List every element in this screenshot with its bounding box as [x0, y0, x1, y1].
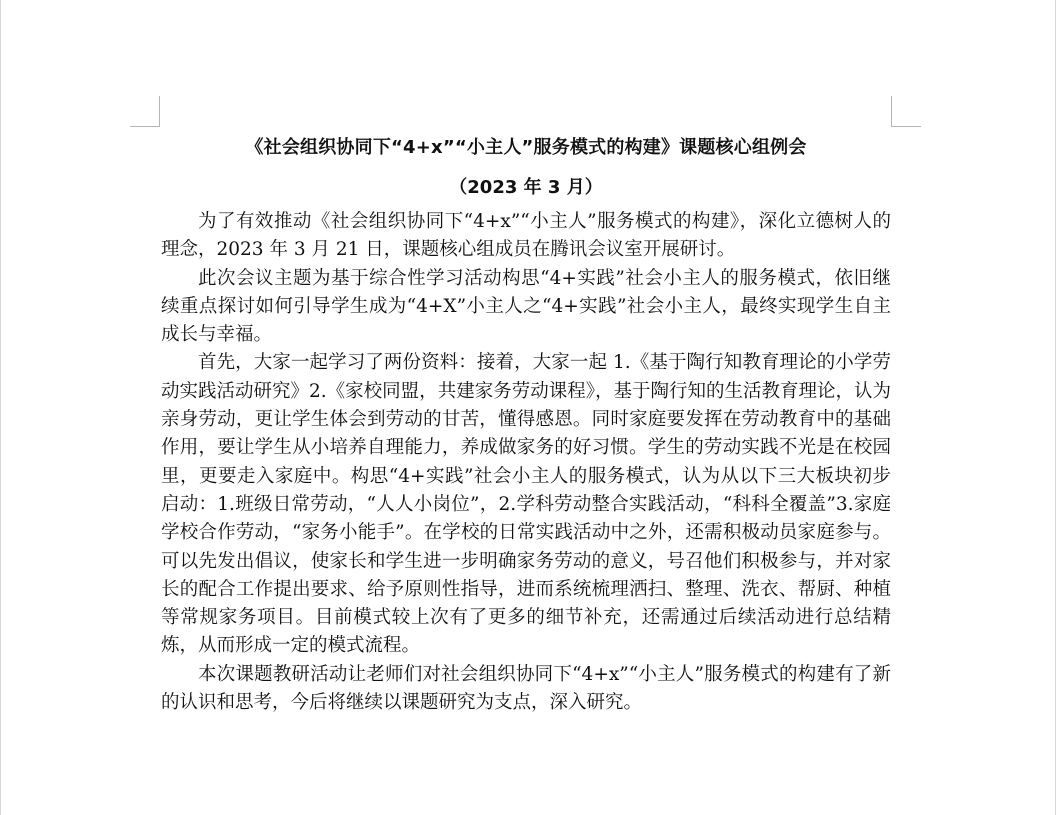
document-body[interactable] [161, 128, 891, 717]
paragraph: 首先，大家一起学习了两份资料：接着，大家一起 1.《基于陶行知教育理论的小学劳动实践活动研究》2.《家校同盟，共建家务劳动课程》，基于陶行知的生活教育理论，认为亲身劳动，更让学生体会到劳动的甘苦，懂得感恩。同时家庭要发挥在劳动教育中的基础作用，要让学生从小培养自理能力，养成做家务的好习惯。学生的劳动实践不光是在校园里，更要走入家庭中。构思“4+实践”社会小主人的服务模式，认为从以下三大板块初步启动：1.班级日常劳动，“人人小岗位”，2.学科劳动整合实践活动，“科科全覆盖”3.家庭学校合作劳动，“家务小能手”。在学校的日常实践活动中之外，还需积极动员家庭参与。可以先发出倡议，使家长和学生进一步明确家务劳动的意义，号召他们积极参与，并对家长的配合工作提出要求、给予原则性指导，进而系统梳理洒扫、整理、洗衣、帮厨、种植等常规家务项目。目前模式较上次有了更多的细节补充，还需通过后续活动进行总结精炼，从而形成一定的模式流程。 [161, 352, 891, 657]
document-title: 《社会组织协同下“4+x”“小主人”服务模式的构建》课题核心组例会 [245, 137, 807, 158]
paragraph: 本次课题教研活动让老师们对社会组织协同下“4+x”“小主人”服务模式的构建有了新的认识和思考，今后将继续以课题研究为支点，深入研究。 [161, 663, 891, 714]
document-date: （2023 年 3 月） [449, 177, 603, 198]
margin-corner-top-left [130, 96, 160, 127]
margin-corner-top-right [891, 96, 921, 127]
paragraph: 此次会议主题为基于综合性学习活动构思“4+实践”社会小主人的服务模式，依旧继续重点探讨如何引导学生成为“4+X”小主人之“4+实践”社会小主人，最终实现学生自主成长与幸福。 [161, 267, 891, 346]
paragraph: 为了有效推动《社会组织协同下“4+x”“小主人”服务模式的构建》，深化立德树人的理念，2023 年 3 月 21 日，课题核心组成员在腾讯会议室开展研讨。 [161, 211, 891, 261]
